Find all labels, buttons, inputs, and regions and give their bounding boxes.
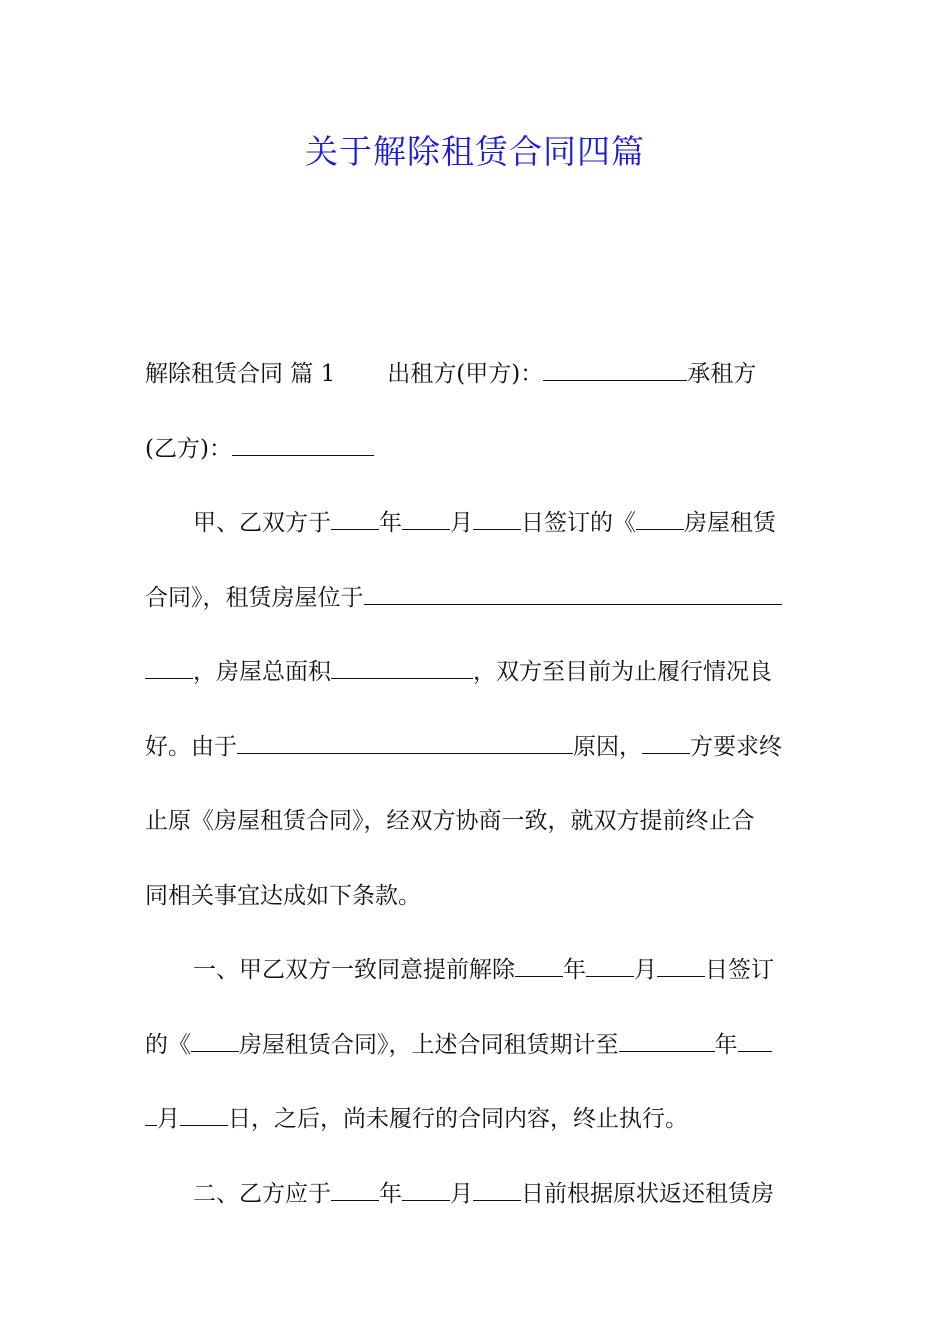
- text-segment: 房屋租赁: [684, 510, 776, 536]
- fill-blank: [402, 1182, 450, 1201]
- paragraph-line: [145, 561, 807, 636]
- paragraph-line: [145, 784, 807, 859]
- fill-blank: [237, 735, 573, 754]
- fill-blank: [619, 1033, 715, 1052]
- paragraph-line: [145, 1008, 807, 1083]
- fill-blank: [636, 511, 684, 530]
- fill-blank: [515, 958, 563, 977]
- text-segment: 承租方: [687, 361, 757, 387]
- text-segment: 月: [450, 1180, 473, 1207]
- text-segment: 方要求终: [690, 733, 782, 760]
- paragraph-line: [145, 486, 807, 561]
- fill-blank: [145, 660, 193, 679]
- fill-blank: [473, 1182, 521, 1201]
- text-segment: 止原《房屋租赁合同》，经双方协商一致，就双方提前终止合: [145, 808, 755, 834]
- text-segment: 甲、乙双方于: [193, 510, 331, 536]
- text-segment: 月: [450, 510, 473, 536]
- text-segment: ，双方至目前为止履行情况良: [473, 659, 772, 685]
- paragraph-line: [145, 1157, 807, 1232]
- text-segment: (乙方)：: [145, 435, 232, 462]
- document-body: [145, 337, 807, 1231]
- section-heading: 解除租赁合同 篇 1: [145, 361, 336, 387]
- fill-blank: [331, 511, 379, 530]
- fill-blank: [473, 511, 521, 530]
- fill-blank: [191, 1033, 239, 1052]
- paragraph-line: [145, 412, 807, 487]
- text-segment: 年: [379, 510, 402, 536]
- fill-blank: [364, 586, 782, 605]
- text-segment: 原因，: [573, 733, 642, 760]
- text-segment: 合同》，租赁房屋位于: [145, 584, 364, 611]
- paragraph-line: [145, 933, 807, 1008]
- text-segment: 日前根据原状返还租赁房: [521, 1180, 774, 1207]
- fill-blank: [657, 958, 705, 977]
- text-segment: 出租方(甲方)：: [387, 361, 544, 387]
- paragraph-line: [145, 1082, 807, 1157]
- fill-blank: [232, 437, 374, 456]
- fill-blank: [642, 735, 690, 754]
- paragraph-line: [145, 337, 807, 412]
- text-segment: 月: [634, 957, 657, 983]
- paragraph-line: [145, 859, 807, 934]
- fill-blank: [586, 958, 634, 977]
- text-segment: 一、甲乙双方一致同意提前解除: [193, 957, 515, 983]
- paragraph-line: [145, 710, 807, 785]
- text-segment: 年: [379, 1180, 402, 1207]
- text-segment: 年: [563, 957, 586, 983]
- fill-blank: [180, 1107, 228, 1126]
- text-segment: 日签订: [705, 957, 774, 983]
- text-segment: 年: [714, 1031, 738, 1058]
- text-segment: 房屋租赁合同》，上述合同租赁期计至: [239, 1031, 619, 1058]
- text-segment: 二、乙方应于: [193, 1180, 331, 1207]
- text-segment: 日签订的《: [521, 510, 636, 536]
- fill-blank: [738, 1033, 772, 1052]
- fill-blank: [402, 511, 450, 530]
- text-segment: ，房屋总面积: [193, 659, 331, 685]
- fill-blank: [543, 362, 687, 381]
- fill-blank: [331, 1182, 379, 1201]
- text-segment: 好。由于: [145, 733, 237, 760]
- document-title: 关于解除租赁合同四篇: [305, 132, 645, 171]
- text-segment: 日，之后，尚未履行的合同内容，终止执行。: [228, 1106, 688, 1132]
- text-segment: 同相关事宜达成如下条款。: [145, 882, 421, 909]
- fill-blank: [145, 1107, 157, 1126]
- paragraph-line: [145, 635, 807, 710]
- fill-blank: [331, 660, 473, 679]
- text-segment: 的《: [145, 1031, 191, 1058]
- text-segment: 月: [157, 1106, 180, 1132]
